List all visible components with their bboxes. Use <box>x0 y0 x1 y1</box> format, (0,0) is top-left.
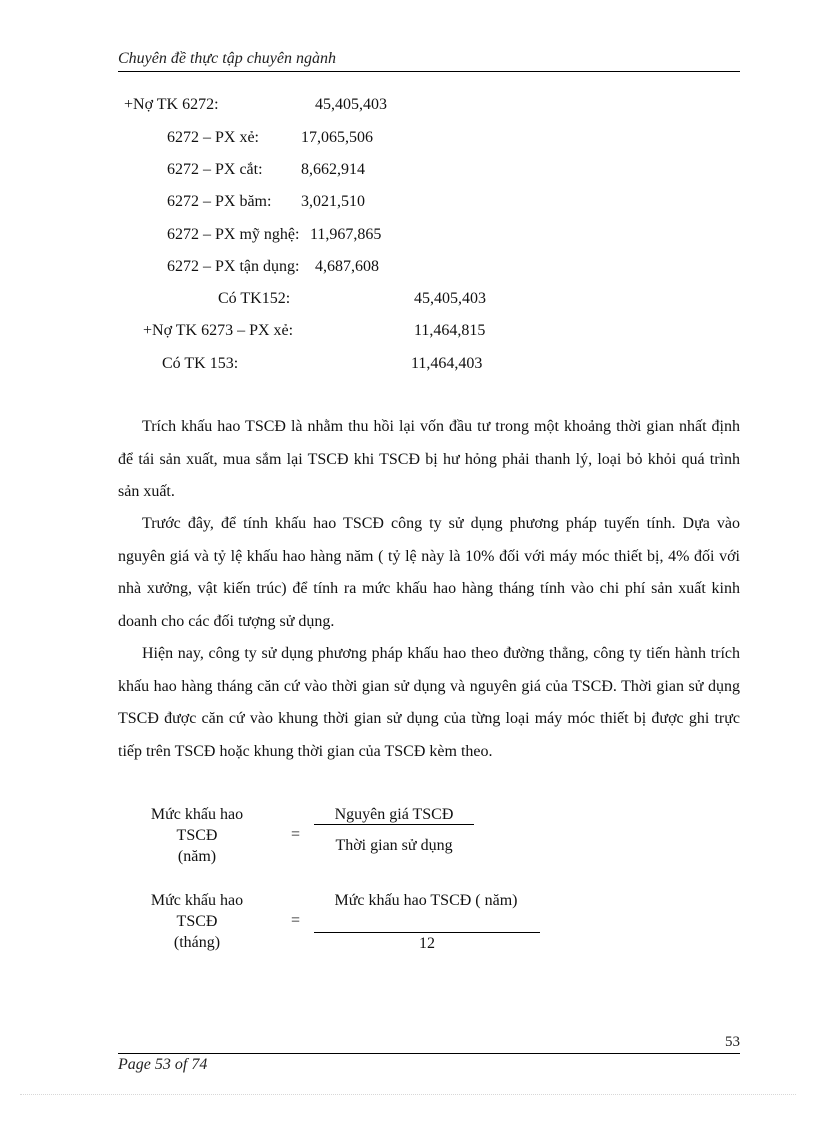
entry-label: 6272 – PX mỹ nghệ: <box>167 226 300 243</box>
page-number: 53 <box>725 1034 740 1050</box>
page-header-title: Chuyên đề thực tập chuyên ngành <box>118 50 336 67</box>
formula-label-line: TSCĐ <box>176 913 218 930</box>
entry-value: 11,967,865 <box>310 226 382 243</box>
entry-value: 11,464,815 <box>414 322 486 339</box>
entry-label: 6272 – PX tận dụng: <box>167 258 300 275</box>
entry-label: +Nợ TK 6272: <box>124 96 219 113</box>
entry-value: 3,021,510 <box>301 193 365 210</box>
entry-value: 4,687,608 <box>315 258 379 275</box>
body-paragraph: Trước đây, để tính khấu hao TSCĐ công ty sử dụng phương pháp tuyến tính. Dựa vào nguyên giá và tỷ lệ khấu hao hàng năm ( tỷ lệ này là 10% đối với máy móc thiết bị, 4% đối với nhà xưởng, vật kiến trúc) để tính ra mức khấu hao hàng tháng tính vào chi phí sản xuất kinh doanh cho các đối tượng sử dụng. <box>118 515 740 630</box>
entry-value: 11,464,403 <box>411 355 483 372</box>
entry-label: Có TK 153: <box>162 355 239 372</box>
formula-label-line: (tháng) <box>173 934 221 951</box>
footer-divider <box>118 1053 740 1054</box>
page-footer-text: Page 53 of 74 <box>118 1056 208 1073</box>
formula-label-line: Mức khấu hao <box>150 892 244 909</box>
body-paragraph: Hiện nay, công ty sử dụng phương pháp khấu hao theo đường thẳng, công ty tiến hành trích khấu hao hàng tháng căn cứ vào thời gian sử dụng và nguyên giá của TSCĐ. Thời gian sử dụng TSCĐ được căn cứ vào khung thời gian sử dụng của từng loại máy móc thiết bị được ghi trực tiếp trên TSCĐ hoặc khung thời gian của TSCĐ kèm theo. <box>118 645 740 760</box>
entry-label: 6272 – PX cắt: <box>167 161 263 178</box>
fraction-bar <box>314 824 474 825</box>
equals-sign: = <box>291 826 301 843</box>
entry-label: Có TK152: <box>218 290 291 307</box>
formula-label-line: Mức khấu hao <box>150 806 244 823</box>
fraction-bar <box>314 932 540 933</box>
formula-label <box>127 804 267 867</box>
formula-denominator: 12 <box>419 935 435 952</box>
formula-numerator: Nguyên giá TSCĐ <box>334 806 454 823</box>
entry-label: 6272 – PX xẻ: <box>167 129 259 146</box>
body-paragraph: Trích khấu hao TSCĐ là nhằm thu hồi lại vốn đầu tư trong một khoảng thời gian nhất định để tái sản xuất, mua sắm lại TSCĐ khi TSCĐ bị hư hỏng phải thanh lý, loại bỏ khỏi quá trình sản xuất. <box>118 418 740 500</box>
entry-value: 17,065,506 <box>301 129 373 146</box>
formula-label <box>127 890 267 953</box>
equals-sign: = <box>291 912 301 929</box>
entry-label: 6272 – PX băm: <box>167 193 272 210</box>
entry-value: 8,662,914 <box>301 161 365 178</box>
entry-value: 45,405,403 <box>315 96 387 113</box>
formula-label-line: TSCĐ <box>176 827 218 844</box>
entry-label: +Nợ TK 6273 – PX xẻ: <box>143 322 294 339</box>
formula-label-line: (năm) <box>177 848 217 865</box>
formula-denominator: Thời gian sử dụng <box>335 837 453 854</box>
entry-value: 45,405,403 <box>414 290 486 307</box>
page-bottom-dotted-edge <box>20 1094 796 1095</box>
formula-numerator: Mức khấu hao TSCĐ ( năm) <box>334 892 518 909</box>
header-divider <box>118 71 740 72</box>
